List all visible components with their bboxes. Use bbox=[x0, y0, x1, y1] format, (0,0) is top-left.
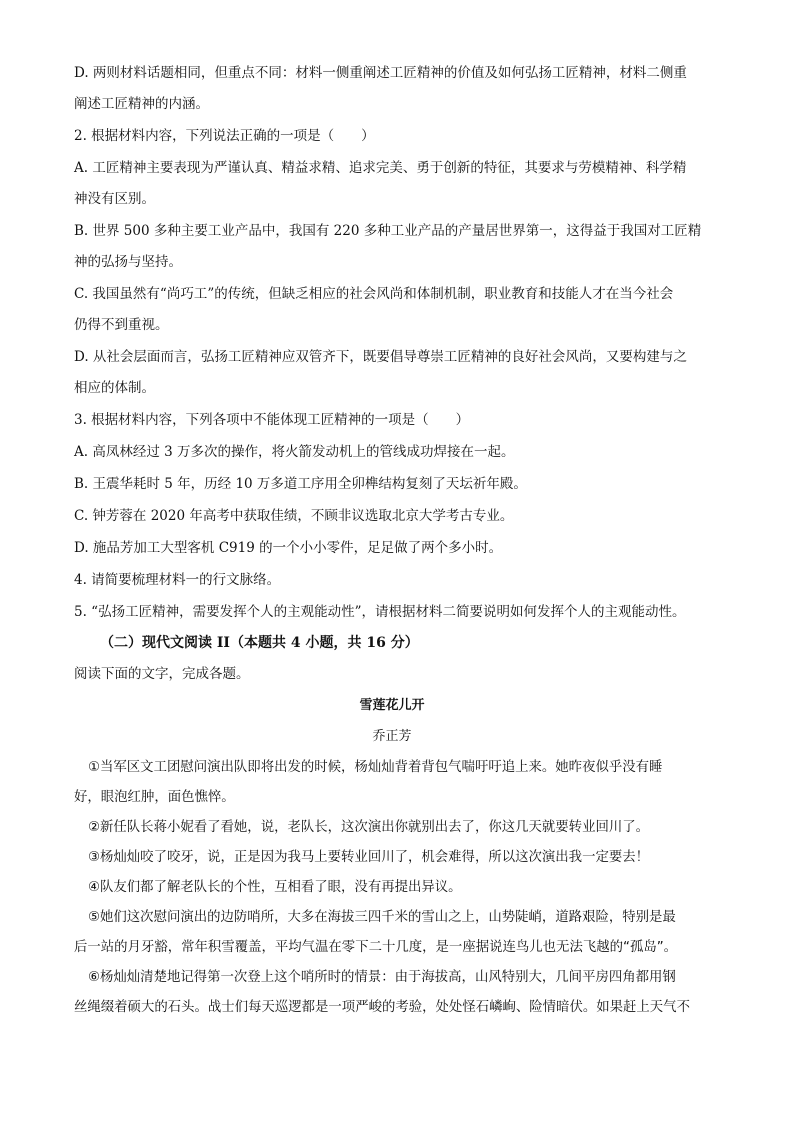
option-text: 神没有区别。 bbox=[74, 191, 155, 207]
option-text: 仍得不到重视。 bbox=[74, 317, 169, 333]
essay-paragraph-3 bbox=[74, 849, 710, 867]
essay-line: 后一站的月牙豁，常年积雪覆盖，平均气温在零下二十几度，是一座据说连鸟儿也无法飞越的“孤岛”。 bbox=[74, 940, 678, 955]
question-stem: 3. 根据材料内容，下列各项中不能体现工匠精神的一项是（ ） bbox=[74, 412, 470, 428]
essay-line: ⑤她们这次慰问演出的边防哨所，大多在海拔三四千米的雪山之上，山势陡峭，道路艰险，特别是最 bbox=[88, 910, 676, 925]
question-5 bbox=[74, 603, 710, 621]
q3-option-b bbox=[74, 475, 710, 493]
option-text: C. 我国虽然有“尚巧工”的传统，但缺乏相应的社会风尚和体制机制，职业教育和技能人才在当今社会 bbox=[74, 286, 674, 302]
q1-option-d bbox=[74, 64, 710, 113]
essay-line: ②新任队长蒋小妮看了看她，说，老队长，这次演出你就别出去了，你这几天就要转业回川了。 bbox=[88, 820, 650, 835]
essay-paragraph-4 bbox=[74, 879, 710, 897]
essay-paragraph-1 bbox=[74, 759, 710, 807]
option-text: 阐述工匠精神的内涵。 bbox=[74, 96, 209, 112]
question-4 bbox=[74, 571, 710, 589]
essay-paragraph-2 bbox=[74, 819, 710, 837]
section-heading: （二）现代文阅读 II（本题共 4 小题，共 16 分） bbox=[100, 635, 419, 651]
essay-author: 乔正芳 bbox=[372, 729, 412, 744]
section-instruction: 阅读下面的文字，完成各题。 bbox=[74, 666, 250, 682]
question-stem: 5. “弘扬工匠精神，需要发挥个人的主观能动性”，请根据材料二简要说明如何发挥个人的主观能动性。 bbox=[74, 604, 686, 620]
essay-line: ③杨灿灿咬了咬牙，说，正是因为我马上要转业回川了，机会难得，所以这次演出我一定要去！ bbox=[88, 850, 650, 865]
option-text: B. 王震华耗时 5 年，历经 10 万多道工序用全卯榫结构复刻了天坛祈年殿。 bbox=[74, 476, 527, 492]
q2-option-a bbox=[74, 159, 710, 208]
q3-option-c bbox=[74, 507, 710, 525]
option-text: D. 两则材料话题相同，但重点不同：材料一侧重阐述工匠精神的价值及如何弘扬工匠精神，材料二侧重 bbox=[74, 65, 687, 81]
essay-line: ①当军区文工团慰问演出队即将出发的时候，杨灿灿背着背包气喘吁吁追上来。她昨夜似乎没有睡 bbox=[88, 760, 663, 775]
q2-option-b bbox=[74, 222, 710, 271]
option-text: A. 工匠精神主要表现为严谨认真、精益求精、追求完美、勇于创新的特征，其要求与劳模精神、科学精 bbox=[74, 160, 687, 176]
essay-line: 好，眼泡红肿，面色憔悴。 bbox=[74, 790, 235, 805]
essay-title: 雪莲花儿开 bbox=[359, 698, 425, 713]
question-stem: 4. 请简要梳理材料一的行文脉络。 bbox=[74, 572, 281, 588]
question-2 bbox=[74, 127, 710, 145]
essay-line: 丝绳缀着硕大的石头。战士们每天巡逻都是一项严峻的考验，处处怪石嶙峋、险情暗伏。如果赶上天气不 bbox=[74, 1000, 690, 1015]
option-text: 神的弘扬与坚持。 bbox=[74, 254, 182, 270]
option-text: A. 高凤林经过 3 万多次的操作，将火箭发动机上的管线成功焊接在一起。 bbox=[74, 444, 515, 460]
essay-body bbox=[74, 759, 710, 1017]
q3-option-d bbox=[74, 539, 710, 557]
option-text: D. 施品芳加工大型客机 C919 的一个小小零件，足足做了两个多小时。 bbox=[74, 540, 503, 556]
essay-line: ④队友们都了解老队长的个性，互相看了眼，没有再提出异议。 bbox=[88, 880, 462, 895]
essay-paragraph-5 bbox=[74, 909, 710, 957]
option-text: D. 从社会层面而言，弘扬工匠精神应双管齐下，既要倡导尊崇工匠精神的良好社会风尚，又要构建与之 bbox=[74, 349, 687, 365]
q2-option-c bbox=[74, 285, 710, 334]
essay-line: ⑥杨灿灿清楚地记得第一次登上这个哨所时的情景：由于海拔高，山风特别大，几间平房四角都用钢 bbox=[88, 970, 676, 985]
option-text: B. 世界 500 多种主要工业产品中，我国有 220 多种工业产品的产量居世界第一，这得益于我国对工匠精 bbox=[74, 223, 702, 239]
option-text: 相应的体制。 bbox=[74, 380, 155, 396]
question-3 bbox=[74, 411, 710, 429]
q2-option-d bbox=[74, 348, 710, 397]
q3-option-a bbox=[74, 443, 710, 461]
option-text: C. 钟芳蓉在 2020 年高考中获取佳绩，不顾非议选取北京大学考古专业。 bbox=[74, 508, 514, 524]
essay-paragraph-6 bbox=[74, 969, 710, 1017]
question-stem: 2. 根据材料内容，下列说法正确的一项是（ ） bbox=[74, 128, 375, 144]
